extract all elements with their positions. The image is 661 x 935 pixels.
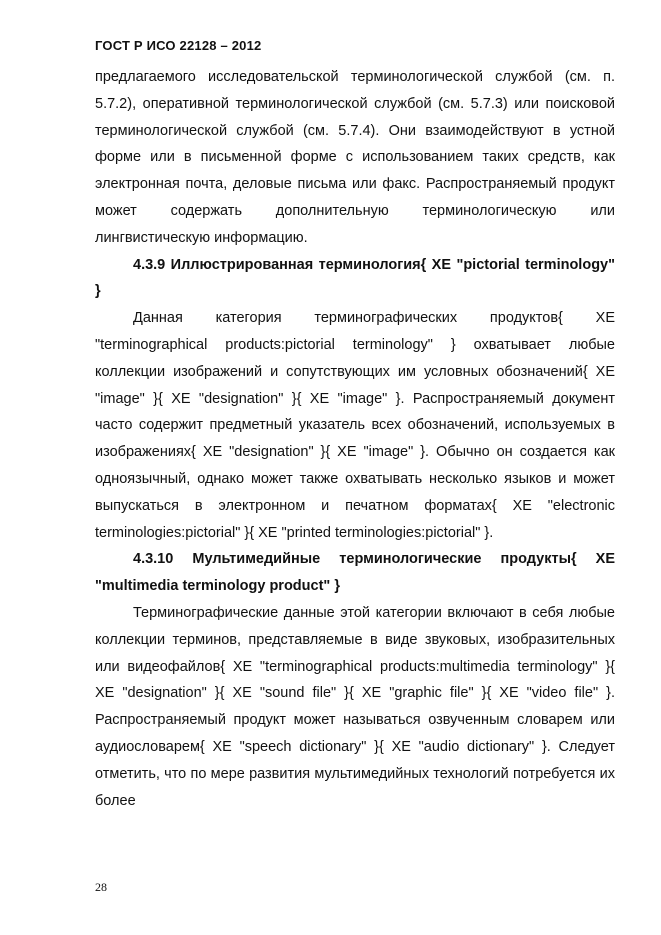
paragraph-continuation: предлагаемого исследовательской терминологической службой (см. п. 5.7.2), оперативной терминологической службой (см. 5.7.3) или поисковой терминологической службой (см. 5.7.4). Они взаимодействуют в устной форме или в письменной форме с использованием таких средств, как электронная почта, деловые письма или факс. Распространяемый продукт может содержать дополнительную терминологическую или лингвистическую информацию. <box>95 69 615 246</box>
document-header: ГОСТ Р ИСО 22128 – 2012 <box>95 38 262 53</box>
section-heading-4-3-9: 4.3.9 Иллюстрированная терминология{ XE "pictorial terminology" } <box>95 256 615 300</box>
paragraph-pictorial-terminology: Данная категория терминографических продуктов{ XE "terminographical products:pictorial terminology" } охватывает любые коллекции изображений и сопутствующих им условных обозначений{ XE "image" }{ XE "designation" }{ XE "image" }. Распространяемый документ часто содержит предметный указатель всех обозначений, используемых в изображениях{ XE "designation" }{ XE "image" }. Обычно он создается как одноязычный, однако может также охватывать несколько языков и может выпускаться в электронном и печатном форматах{ XE "electronic terminologies:pictorial" }{ XE "printed terminologies:pictorial" }. <box>95 310 615 541</box>
paragraph-multimedia-products: Терминографические данные этой категории включают в себя любые коллекции терминов, представляемые в виде звуковых, изобразительных или видеофайлов{ XE "terminographical products:multimedia terminology" }{ XE "designation" }{ XE "sound file" }{ XE "graphic file" }{ XE "video file" }. Распространяемый продукт может называться озвученным словарем или аудиословарем{ XE "speech dictionary" }{ XE "audio dictionary" }. Следует отметить, что по мере развития мультимедийных технологий потребуется их более <box>95 604 615 809</box>
section-heading-4-3-10: 4.3.10 Мультимедийные терминологические продукты{ XE "multimedia terminology product" } <box>95 551 615 595</box>
document-body <box>95 64 615 814</box>
page-number: 28 <box>95 880 107 894</box>
